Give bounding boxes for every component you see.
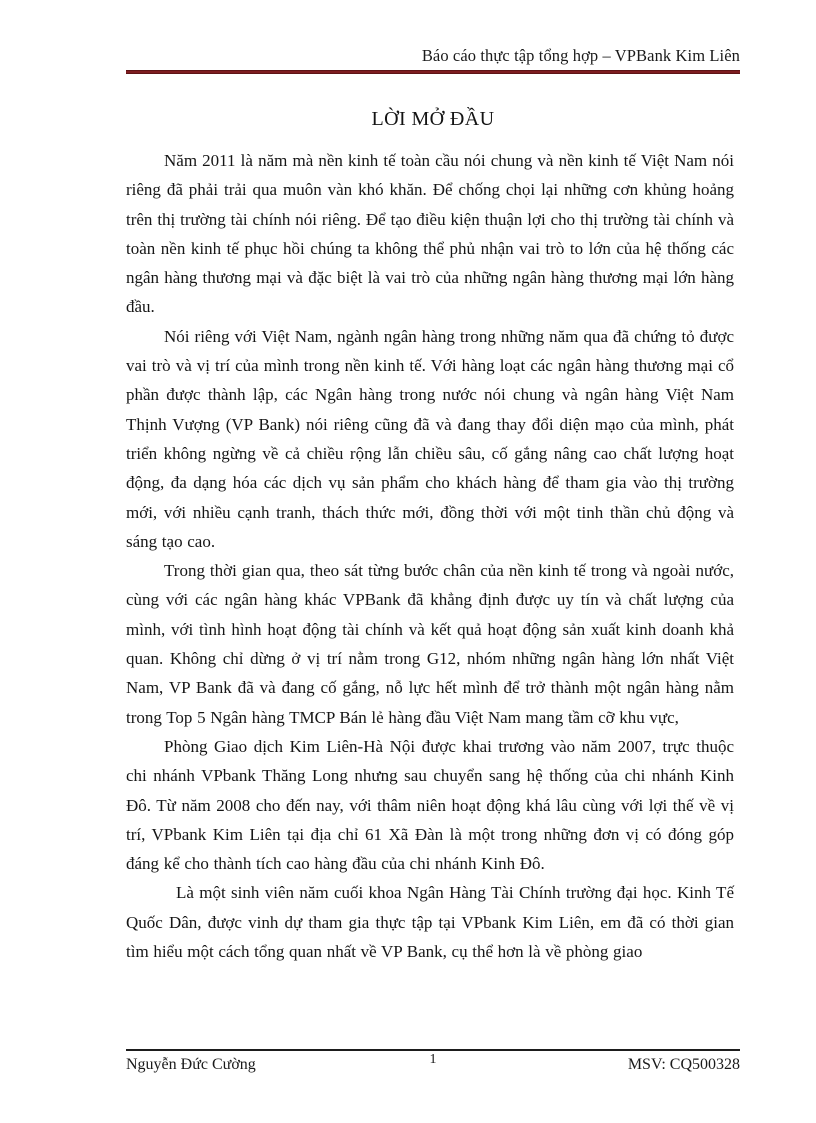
page-title: LỜI MỞ ĐẦU bbox=[371, 108, 495, 130]
footer-author-name: Nguyễn Đức Cường bbox=[126, 1056, 256, 1073]
body-paragraph-3: Trong thời gian qua, theo sát từng bước chân của nền kinh tế trong và ngoài nước, cùng với các ngân hàng khác VPBank đã khẳng định được uy tín và chất lượng của mình, với tình hình hoạt động tài chính và kết quả hoạt động sản xuất kinh doanh khả quan. Không chỉ dừng ở vị trí nằm trong G12, nhóm những ngân hàng lớn nhất Việt Nam, VP Bank đã và đang cố gắng, nỗ lực hết mình để trở thành một ngân hàng nằm trong Top 5 Ngân hàng TMCP Bán lẻ hàng đầu Việt Nam mang tầm cỡ khu vực, bbox=[126, 561, 734, 727]
document-body bbox=[126, 146, 734, 966]
body-paragraph-1: Năm 2011 là năm mà nền kinh tế toàn cầu nói chung và nền kinh tế Việt Nam nói riêng đã phải trải qua muôn vàn khó khăn. Để chống chọi lại những cơn khủng hoảng trên thị trường tài chính nói riêng. Để tạo điều kiện thuận lợi cho thị trường tài chính và toàn nền kinh tế phục hồi chúng ta không thể phủ nhận vai trò to lớn của hệ thống các ngân hàng thương mại và đặc biệt là vai trò của những ngân hàng thương mại lớn hàng đầu. bbox=[126, 151, 734, 317]
footer-student-id: MSV: CQ500328 bbox=[627, 1056, 740, 1073]
header-divider-rule bbox=[126, 70, 740, 74]
page-header bbox=[126, 46, 740, 66]
body-paragraph-4: Phòng Giao dịch Kim Liên-Hà Nội được khai trương vào năm 2007, trực thuộc chi nhánh VPbank Thăng Long nhưng sau chuyển sang hệ thống của chi nhánh Kinh Đô. Từ năm 2008 cho đến nay, với thâm niên hoạt động khá lâu cùng với lợi thế về vị trí, VPbank Kim Liên tại địa chỉ 61 Xã Đàn là một trong những đơn vị có đóng góp đáng kể cho thành tích cao hàng đầu của chi nhánh Kinh Đô. bbox=[126, 736, 734, 874]
body-paragraph-2: Nói riêng với Việt Nam, ngành ngân hàng trong những năm qua đã chứng tỏ được vai trò và vị trí của mình trong nền kinh tế. Với hàng loạt các ngân hàng thương mại cổ phần được thành lập, các Ngân hàng trong nước nói chung và ngân hàng Việt Nam Thịnh Vượng (VP Bank) nói riêng cũng đã và đang thay đổi diện mạo của mình, phát triển không ngừng về cả chiều rộng lẫn chiều sâu, cố gắng nâng cao chất lượng hoạt động, đa dạng hóa các dịch vụ sản phẩm cho khách hàng để tham gia vào thị trường mới, với nhiều cạnh tranh, thách thức mới, đồng thời với một tinh thần chủ động và sáng tạo cao. bbox=[126, 326, 734, 551]
header-title-text: Báo cáo thực tập tổng hợp – VPBank Kim Liên bbox=[421, 46, 740, 65]
page-footer bbox=[126, 1052, 740, 1082]
body-paragraph-5: Là một sinh viên năm cuối khoa Ngân Hàng Tài Chính trường đại học. Kinh Tế Quốc Dân, được vinh dự tham gia thực tập tại VPbank Kim Liên, em đã có thời gian tìm hiểu một cách tổng quan nhất về VP Bank, cụ thể hơn là về phòng giao bbox=[126, 883, 734, 962]
footer-divider-rule bbox=[126, 1049, 740, 1051]
footer-page-number: 1 bbox=[429, 1052, 437, 1067]
